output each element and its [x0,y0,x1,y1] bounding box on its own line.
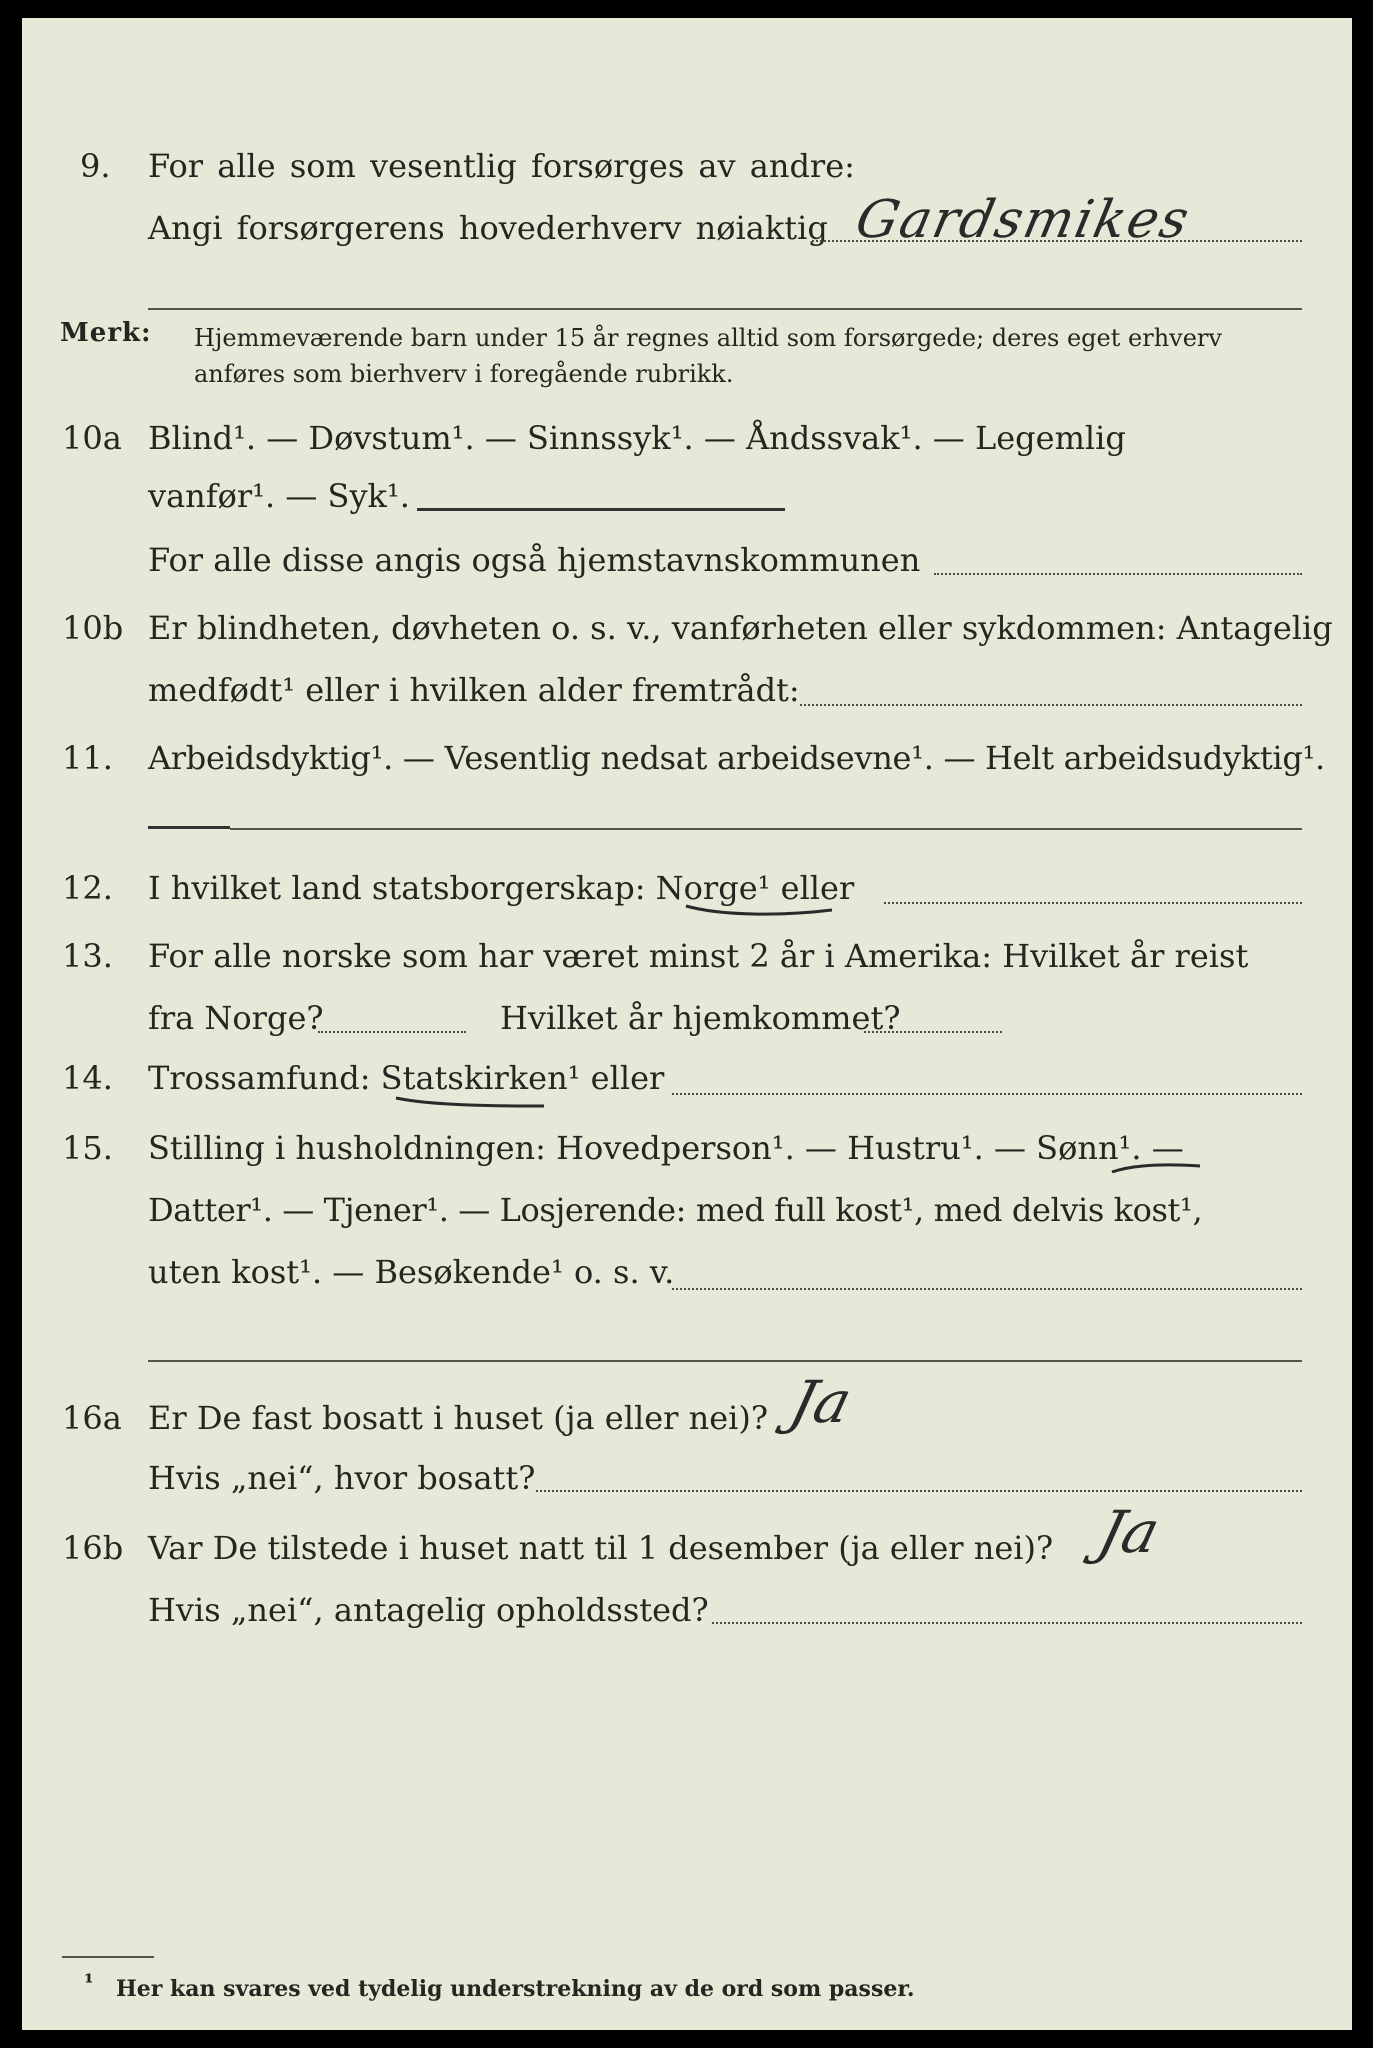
q10a-number: 10a [62,419,122,457]
q16b-line2: Hvis „nei“, antagelig opholdssted? [148,1591,709,1629]
q12-line1: I hvilket land statsborgerskap: Norge¹ eller [148,869,855,907]
footnote-mark: ¹ [84,1970,94,1996]
q13-number: 13. [62,937,113,975]
q10a-syk-answer-line[interactable] [417,508,785,511]
q12-norge-underline [682,898,842,920]
q15-answer-line[interactable] [672,1288,1302,1290]
q11-number: 11. [62,739,113,777]
q13-reist-answer-line[interactable] [318,1031,466,1033]
q10a-line1: Blind¹. — Døvstum¹. — Sinnssyk¹. — Åndssvak¹. — Legemlig [148,419,1126,457]
q10b-line2: medfødt¹ eller i hvilken alder fremtrådt: [148,671,800,709]
q16a-line2: Hvis „nei“, hvor bosatt? [148,1459,536,1497]
q16b-answer-line[interactable] [712,1622,1302,1624]
q14-line1: Trossamfund: Statskirken¹ eller [148,1059,665,1097]
q14-answer-line[interactable] [672,1093,1302,1095]
q16a-handwritten-answer: Ja [783,1368,859,1436]
q13-line1: For alle norske som har været minst 2 år i Amerika: Hvilket år reist [148,937,1249,975]
q12-number: 12. [62,869,113,907]
merk-note-line1: Hjemmeværende barn under 15 år regnes alltid som forsørgede; deres eget erhverv [194,324,1222,352]
q10a-line3: For alle disse angis også hjemstavnskommunen [148,541,921,579]
q9-handwritten-answer: Gardsmikes [850,190,1196,250]
q16a-number: 16a [62,1399,122,1437]
q10a-line2: vanfør¹. — Syk¹. [148,477,410,515]
q10a-hjemstavn-answer-line[interactable] [934,573,1302,575]
q16a-answer-line[interactable] [536,1490,1302,1492]
q9-continuation-rule [148,308,1302,310]
census-form-page [22,18,1352,2030]
q15-line2: Datter¹. — Tjener¹. — Losjerende: med full kost¹, med delvis kost¹, [148,1191,1203,1229]
q16a-line1: Er De fast bosatt i huset (ja eller nei)? [148,1399,769,1437]
q14-statskirken-underline [394,1090,554,1112]
q15-line3: uten kost¹. — Besøkende¹ o. s. v. [148,1253,675,1291]
q15-line1: Stilling i husholdningen: Hovedperson¹. — Hustru¹. — Sønn¹. — [148,1129,1184,1167]
q10b-answer-line[interactable] [800,704,1302,706]
q12-answer-line[interactable] [884,902,1302,904]
q16b-number: 16b [62,1529,124,1567]
footnote-text: Her kan svares ved tydelig understrekning av de ord som passer. [116,1976,915,2002]
q13-line2-reist: fra Norge? [148,999,324,1037]
q11-underline-mark [148,826,230,829]
q10b-line1: Er blindheten, døvheten o. s. v., vanførheten eller sykdommen: Antagelig [148,609,1333,647]
q14-number: 14. [62,1059,113,1097]
q15-number: 15. [62,1129,113,1167]
q10b-number: 10b [62,609,124,647]
q15-sonn-underline [1110,1160,1210,1182]
q9-question-line1: For alle som vesentlig forsørges av andre: [148,147,855,185]
q16b-line1: Var De tilstede i huset natt til 1 desember (ja eller nei)? [148,1529,1054,1567]
footnote-rule [62,1956,154,1958]
q9-number: 9. [80,147,111,185]
merk-note-line2: anføres som bierhverv i foregående rubrikk. [194,360,734,388]
q11-line1: Arbeidsdyktig¹. — Vesentlig nedsat arbeidsevne¹. — Helt arbeidsudyktig¹. [148,739,1325,777]
q13-hjemkommet-answer-line[interactable] [864,1031,1002,1033]
q15-continuation-rule [148,1360,1302,1362]
q16b-handwritten-answer: Ja [1091,1498,1167,1566]
q9-question-line2: Angi forsørgerens hovederhverv nøiaktig [148,209,828,247]
q11-answer-rule[interactable] [230,828,1302,830]
q13-line2-hjemkommet: Hvilket år hjemkommet? [500,999,901,1037]
merk-label: Merk: [60,318,152,348]
